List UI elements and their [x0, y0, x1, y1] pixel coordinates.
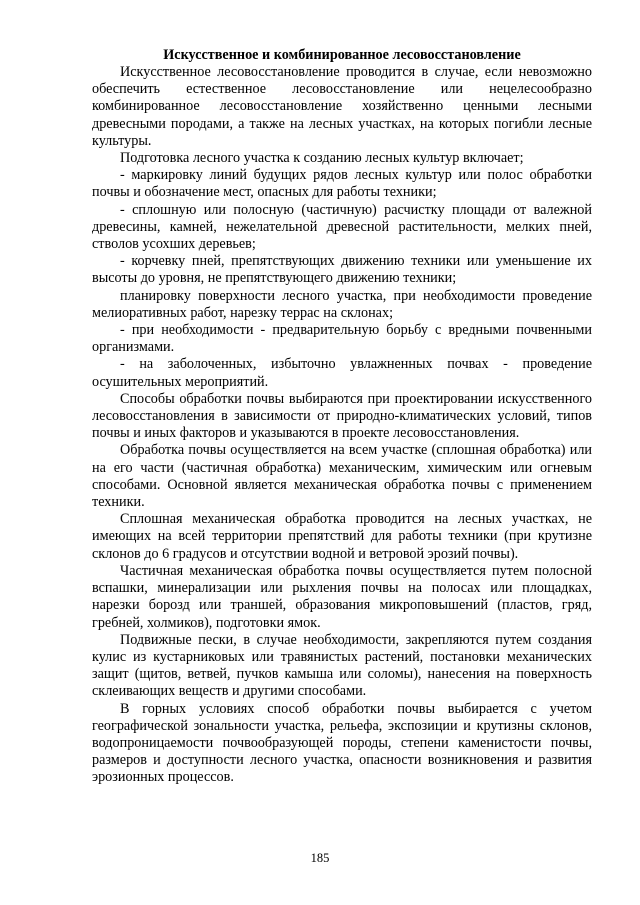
list-item: - сплошную или полосную (частичную) расчистку площади от валежной древесины, камней, нежелательной древесной растительности, мелких пней, стволов усохших деревьев;: [92, 201, 592, 253]
paragraph: В горных условиях способ обработки почвы выбирается с учетом географической зональности участка, рельефа, экспозиции и крутизны склонов, водопроницаемости почвообразующей породы, степени каменистости почвы, размеров и доступности лесного участка, опасности возникновения и развития эрозионных процессов.: [92, 700, 592, 786]
paragraph: Частичная механическая обработка почвы осуществляется путем полосной вспашки, минерализации или рыхления почвы на полосах или площадках, нарезки борозд или траншей, образования микроповышений (пластов, гряд, гребней, холмиков), подготовки ямок.: [92, 562, 592, 631]
paragraph: Подготовка лесного участка к созданию лесных культур включает;: [120, 150, 524, 167]
section-title: Искусственное и комбинированное лесовосстановление: [163, 47, 521, 63]
body-text: [92, 64, 592, 787]
list-item: - корчевку пней, препятствующих движению техники или уменьшение их высоты до уровня, не препятствующего движению техники;: [92, 253, 592, 287]
paragraph: Подвижные пески, в случае необходимости, закрепляются путем создания кулис из кустарниковых или травянистых растений, постановки механических защит (щитов, ветвей, пучков камыша или соломы), нанесения на поверхность склеивающих веществ и другими способами.: [92, 631, 592, 700]
list-item: - при необходимости - предварительную борьбу с вредными почвенными организмами.: [92, 322, 592, 356]
paragraph: Способы обработки почвы выбираются при проектировании искусственного лесовосстановления в зависимости от природно-климатических условий, типов почвы и иных факторов и указываются в проекте лесовосстановления.: [92, 390, 592, 442]
paragraph: Обработка почвы осуществляется на всем участке (сплошная обработка) или на его части (частичная обработка) механическим, химическим или огневым способами. Основной является механическая обработка почвы с применением техники.: [92, 442, 592, 511]
list-item: планировку поверхности лесного участка, при необходимости проведение мелиоративных работ, нарезку террас на склонах;: [92, 287, 592, 321]
page-number: 185: [310, 851, 330, 865]
list-item: - на заболоченных, избыточно увлажненных почвах - проведение осушительных мероприятий.: [92, 356, 592, 390]
paragraph: Искусственное лесовосстановление проводится в случае, если невозможно обеспечить естественное лесовосстановление или нецелесообразно комбинированное лесовосстановление хозяйственно ценными лесными древесными породами, а также на лесных участках, на которых погибли лесные культуры.: [92, 64, 592, 149]
list-item: - маркировку линий будущих рядов лесных культур или полос обработки почвы и обозначение мест, опасных для работы техники;: [92, 167, 592, 201]
paragraph: Сплошная механическая обработка проводится на лесных участках, не имеющих на всей территории препятствий для работы техники (при крутизне склонов до 6 градусов и отсутствии водной и ветровой эрозий почвы).: [92, 511, 592, 562]
